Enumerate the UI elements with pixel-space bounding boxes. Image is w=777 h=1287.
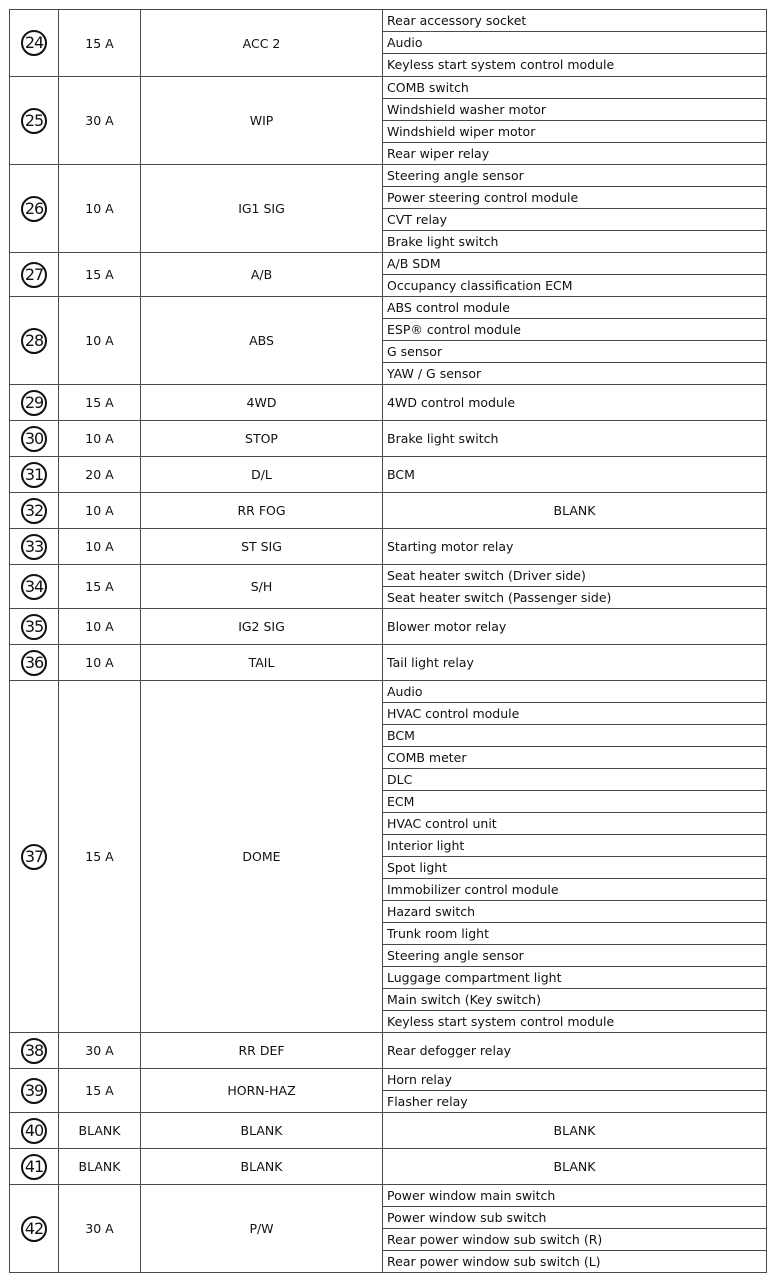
fuse-number-badge: 29: [21, 390, 47, 416]
fuse-amperage: 30 A: [59, 1033, 141, 1069]
fuse-name: ABS: [141, 297, 383, 385]
protected-device: CVT relay: [383, 208, 766, 230]
fuse-amperage: 15 A: [59, 681, 141, 1033]
protected-device: Starting motor relay: [387, 539, 514, 554]
protected-device: Seat heater switch (Driver side): [387, 568, 586, 583]
protected-device-list: [383, 1069, 766, 1112]
fuse-amperage: 15 A: [59, 253, 141, 297]
protected-device: Immobilizer control module: [383, 878, 766, 900]
fuse-amperage: 15 A: [59, 565, 141, 609]
fuse-row: [10, 493, 767, 529]
protected-device: Hazard switch: [383, 900, 766, 922]
fuse-number-cell: [10, 681, 59, 1033]
protected-device: ESP® control module: [383, 318, 766, 340]
fuse-amperage: 10 A: [59, 609, 141, 645]
protected-devices-cell: [383, 457, 767, 493]
protected-devices-cell: [383, 529, 767, 565]
protected-device: Interior light: [383, 834, 766, 856]
protected-device: Steering angle sensor: [383, 944, 766, 966]
protected-device: Flasher relay: [383, 1090, 766, 1112]
fuse-row: [10, 253, 767, 297]
fuse-number-badge: 28: [21, 328, 47, 354]
protected-devices-cell: [383, 77, 767, 165]
fuse-row: [10, 1113, 767, 1149]
fuse-number-cell: [10, 165, 59, 253]
protected-devices-cell: [383, 609, 767, 645]
protected-device: BLANK: [553, 503, 596, 518]
fuse-row: [10, 385, 767, 421]
protected-device: Blower motor relay: [387, 619, 507, 634]
fuse-row: [10, 421, 767, 457]
fuse-number-cell: [10, 493, 59, 529]
fuse-number-badge: 39: [21, 1078, 47, 1104]
fuse-number-badge: 40: [21, 1118, 47, 1144]
protected-device: BLANK: [553, 1123, 596, 1138]
protected-device: Keyless start system control module: [383, 1010, 766, 1032]
fuse-number-cell: [10, 609, 59, 645]
fuse-row: [10, 457, 767, 493]
protected-device-list: [383, 10, 766, 75]
protected-devices-cell: [383, 493, 767, 529]
fuse-name: WIP: [141, 77, 383, 165]
protected-device: Windshield washer motor: [383, 98, 766, 120]
protected-device: Trunk room light: [383, 922, 766, 944]
fuse-amperage: 15 A: [59, 1069, 141, 1113]
fuse-name: RR DEF: [141, 1033, 383, 1069]
fuse-amperage: BLANK: [59, 1113, 141, 1149]
fuse-amperage: 15 A: [59, 385, 141, 421]
fuse-number-badge: 30: [21, 426, 47, 452]
fuse-name: DOME: [141, 681, 383, 1033]
protected-device: COMB meter: [383, 746, 766, 768]
fuse-number-badge: 37: [21, 844, 47, 870]
fuse-amperage: 30 A: [59, 1185, 141, 1273]
fuse-number-badge: 34: [21, 574, 47, 600]
fuse-amperage: 10 A: [59, 529, 141, 565]
protected-device: Luggage compartment light: [383, 966, 766, 988]
fuse-number-cell: [10, 1113, 59, 1149]
protected-devices-cell: [383, 645, 767, 681]
fuse-row: [10, 165, 767, 253]
fuse-number-cell: [10, 421, 59, 457]
fuse-name: TAIL: [141, 645, 383, 681]
fuse-name: IG1 SIG: [141, 165, 383, 253]
fuse-amperage: 30 A: [59, 77, 141, 165]
fuse-amperage: 10 A: [59, 297, 141, 385]
protected-devices-cell: [383, 1185, 767, 1273]
fuse-number-cell: [10, 565, 59, 609]
fuse-number-cell: [10, 1185, 59, 1273]
fuse-table: [9, 9, 767, 1273]
fuse-row: [10, 681, 767, 1033]
fuse-name: BLANK: [141, 1113, 383, 1149]
protected-devices-cell: [383, 565, 767, 609]
protected-device: Spot light: [383, 856, 766, 878]
fuse-name: ST SIG: [141, 529, 383, 565]
fuse-number-badge: 25: [21, 108, 47, 134]
protected-device: Rear wiper relay: [383, 142, 766, 164]
fuse-number-cell: [10, 645, 59, 681]
fuse-name: ACC 2: [141, 10, 383, 77]
protected-device: Power steering control module: [383, 186, 766, 208]
fuse-row: [10, 1033, 767, 1069]
protected-device: Power window sub switch: [383, 1206, 766, 1228]
fuse-amperage: 10 A: [59, 421, 141, 457]
fuse-row: [10, 10, 767, 77]
fuse-row: [10, 77, 767, 165]
fuse-name: P/W: [141, 1185, 383, 1273]
fuse-number-cell: [10, 1033, 59, 1069]
fuse-amperage: 10 A: [59, 645, 141, 681]
fuse-row: [10, 609, 767, 645]
fuse-amperage: 10 A: [59, 165, 141, 253]
protected-device: Seat heater switch (Passenger side): [383, 586, 766, 608]
fuse-row: [10, 529, 767, 565]
protected-devices-cell: [383, 1033, 767, 1069]
fuse-number-badge: 35: [21, 614, 47, 640]
protected-device: BCM: [383, 724, 766, 746]
protected-device: Rear defogger relay: [387, 1043, 512, 1058]
protected-device: Brake light switch: [387, 431, 499, 446]
protected-device: Audio: [383, 31, 766, 53]
fuse-row: [10, 1149, 767, 1185]
protected-device: HVAC control module: [383, 702, 766, 724]
protected-devices-cell: [383, 1113, 767, 1149]
protected-device: Steering angle sensor: [387, 168, 524, 183]
fuse-number-cell: [10, 297, 59, 385]
protected-device: Audio: [387, 684, 423, 699]
fuse-number-badge: 32: [21, 498, 47, 524]
protected-device: ECM: [383, 790, 766, 812]
protected-device: 4WD control module: [387, 395, 516, 410]
protected-devices-cell: [383, 1069, 767, 1113]
protected-devices-cell: [383, 421, 767, 457]
protected-device-list: [383, 165, 766, 252]
protected-devices-cell: [383, 681, 767, 1033]
protected-device: Main switch (Key switch): [383, 988, 766, 1010]
protected-device-list: [383, 565, 766, 608]
fuse-number-cell: [10, 457, 59, 493]
protected-device: A/B SDM: [387, 256, 441, 271]
protected-devices-cell: [383, 253, 767, 297]
fuse-amperage: 15 A: [59, 10, 141, 77]
fuse-row: [10, 565, 767, 609]
protected-devices-cell: [383, 385, 767, 421]
fuse-name: STOP: [141, 421, 383, 457]
protected-device-list: [383, 297, 766, 384]
fuse-number-badge: 36: [21, 650, 47, 676]
protected-device: BLANK: [553, 1159, 596, 1174]
fuse-number-cell: [10, 10, 59, 77]
fuse-number-badge: 41: [21, 1154, 47, 1180]
fuse-name: IG2 SIG: [141, 609, 383, 645]
fuse-number-cell: [10, 529, 59, 565]
fuse-amperage: 20 A: [59, 457, 141, 493]
protected-device: Power window main switch: [387, 1188, 556, 1203]
protected-device: Horn relay: [387, 1072, 452, 1087]
fuse-amperage: BLANK: [59, 1149, 141, 1185]
protected-device: COMB switch: [387, 80, 469, 95]
protected-device-list: [383, 253, 766, 296]
fuse-row: [10, 1185, 767, 1273]
protected-device: Rear accessory socket: [387, 13, 527, 28]
protected-device: Rear power window sub switch (R): [383, 1228, 766, 1250]
fuse-number-badge: 24: [21, 30, 47, 56]
fuse-number-badge: 27: [21, 262, 47, 288]
fuse-number-cell: [10, 77, 59, 165]
protected-device: Brake light switch: [383, 230, 766, 252]
fuse-name: A/B: [141, 253, 383, 297]
fuse-number-cell: [10, 1069, 59, 1113]
fuse-name: HORN-HAZ: [141, 1069, 383, 1113]
protected-device: G sensor: [383, 340, 766, 362]
fuse-name: S/H: [141, 565, 383, 609]
protected-device-list: [383, 681, 766, 1032]
fuse-number-badge: 33: [21, 534, 47, 560]
protected-device: ABS control module: [387, 300, 510, 315]
fuse-row: [10, 645, 767, 681]
protected-device-list: [383, 1185, 766, 1272]
fuse-amperage: 10 A: [59, 493, 141, 529]
fuse-number-badge: 42: [21, 1216, 47, 1242]
protected-device: Windshield wiper motor: [383, 120, 766, 142]
protected-device: Tail light relay: [387, 655, 474, 670]
fuse-name: D/L: [141, 457, 383, 493]
protected-devices-cell: [383, 165, 767, 253]
fuse-table-body: [10, 10, 767, 1273]
protected-devices-cell: [383, 10, 767, 77]
fuse-row: [10, 1069, 767, 1113]
protected-device: Occupancy classification ECM: [383, 274, 766, 296]
protected-devices-cell: [383, 1149, 767, 1185]
protected-device: Rear power window sub switch (L): [383, 1250, 766, 1272]
fuse-name: BLANK: [141, 1149, 383, 1185]
fuse-number-badge: 38: [21, 1038, 47, 1064]
protected-device-list: [383, 77, 766, 164]
protected-device: HVAC control unit: [383, 812, 766, 834]
protected-device: Keyless start system control module: [383, 53, 766, 75]
protected-device: YAW / G sensor: [383, 362, 766, 384]
protected-device: DLC: [383, 768, 766, 790]
fuse-name: RR FOG: [141, 493, 383, 529]
fuse-number-cell: [10, 385, 59, 421]
fuse-name: 4WD: [141, 385, 383, 421]
fuse-row: [10, 297, 767, 385]
fuse-number-badge: 26: [21, 196, 47, 222]
protected-device: BCM: [387, 467, 415, 482]
fuse-number-cell: [10, 1149, 59, 1185]
fuse-number-badge: 31: [21, 462, 47, 488]
protected-devices-cell: [383, 297, 767, 385]
fuse-number-cell: [10, 253, 59, 297]
